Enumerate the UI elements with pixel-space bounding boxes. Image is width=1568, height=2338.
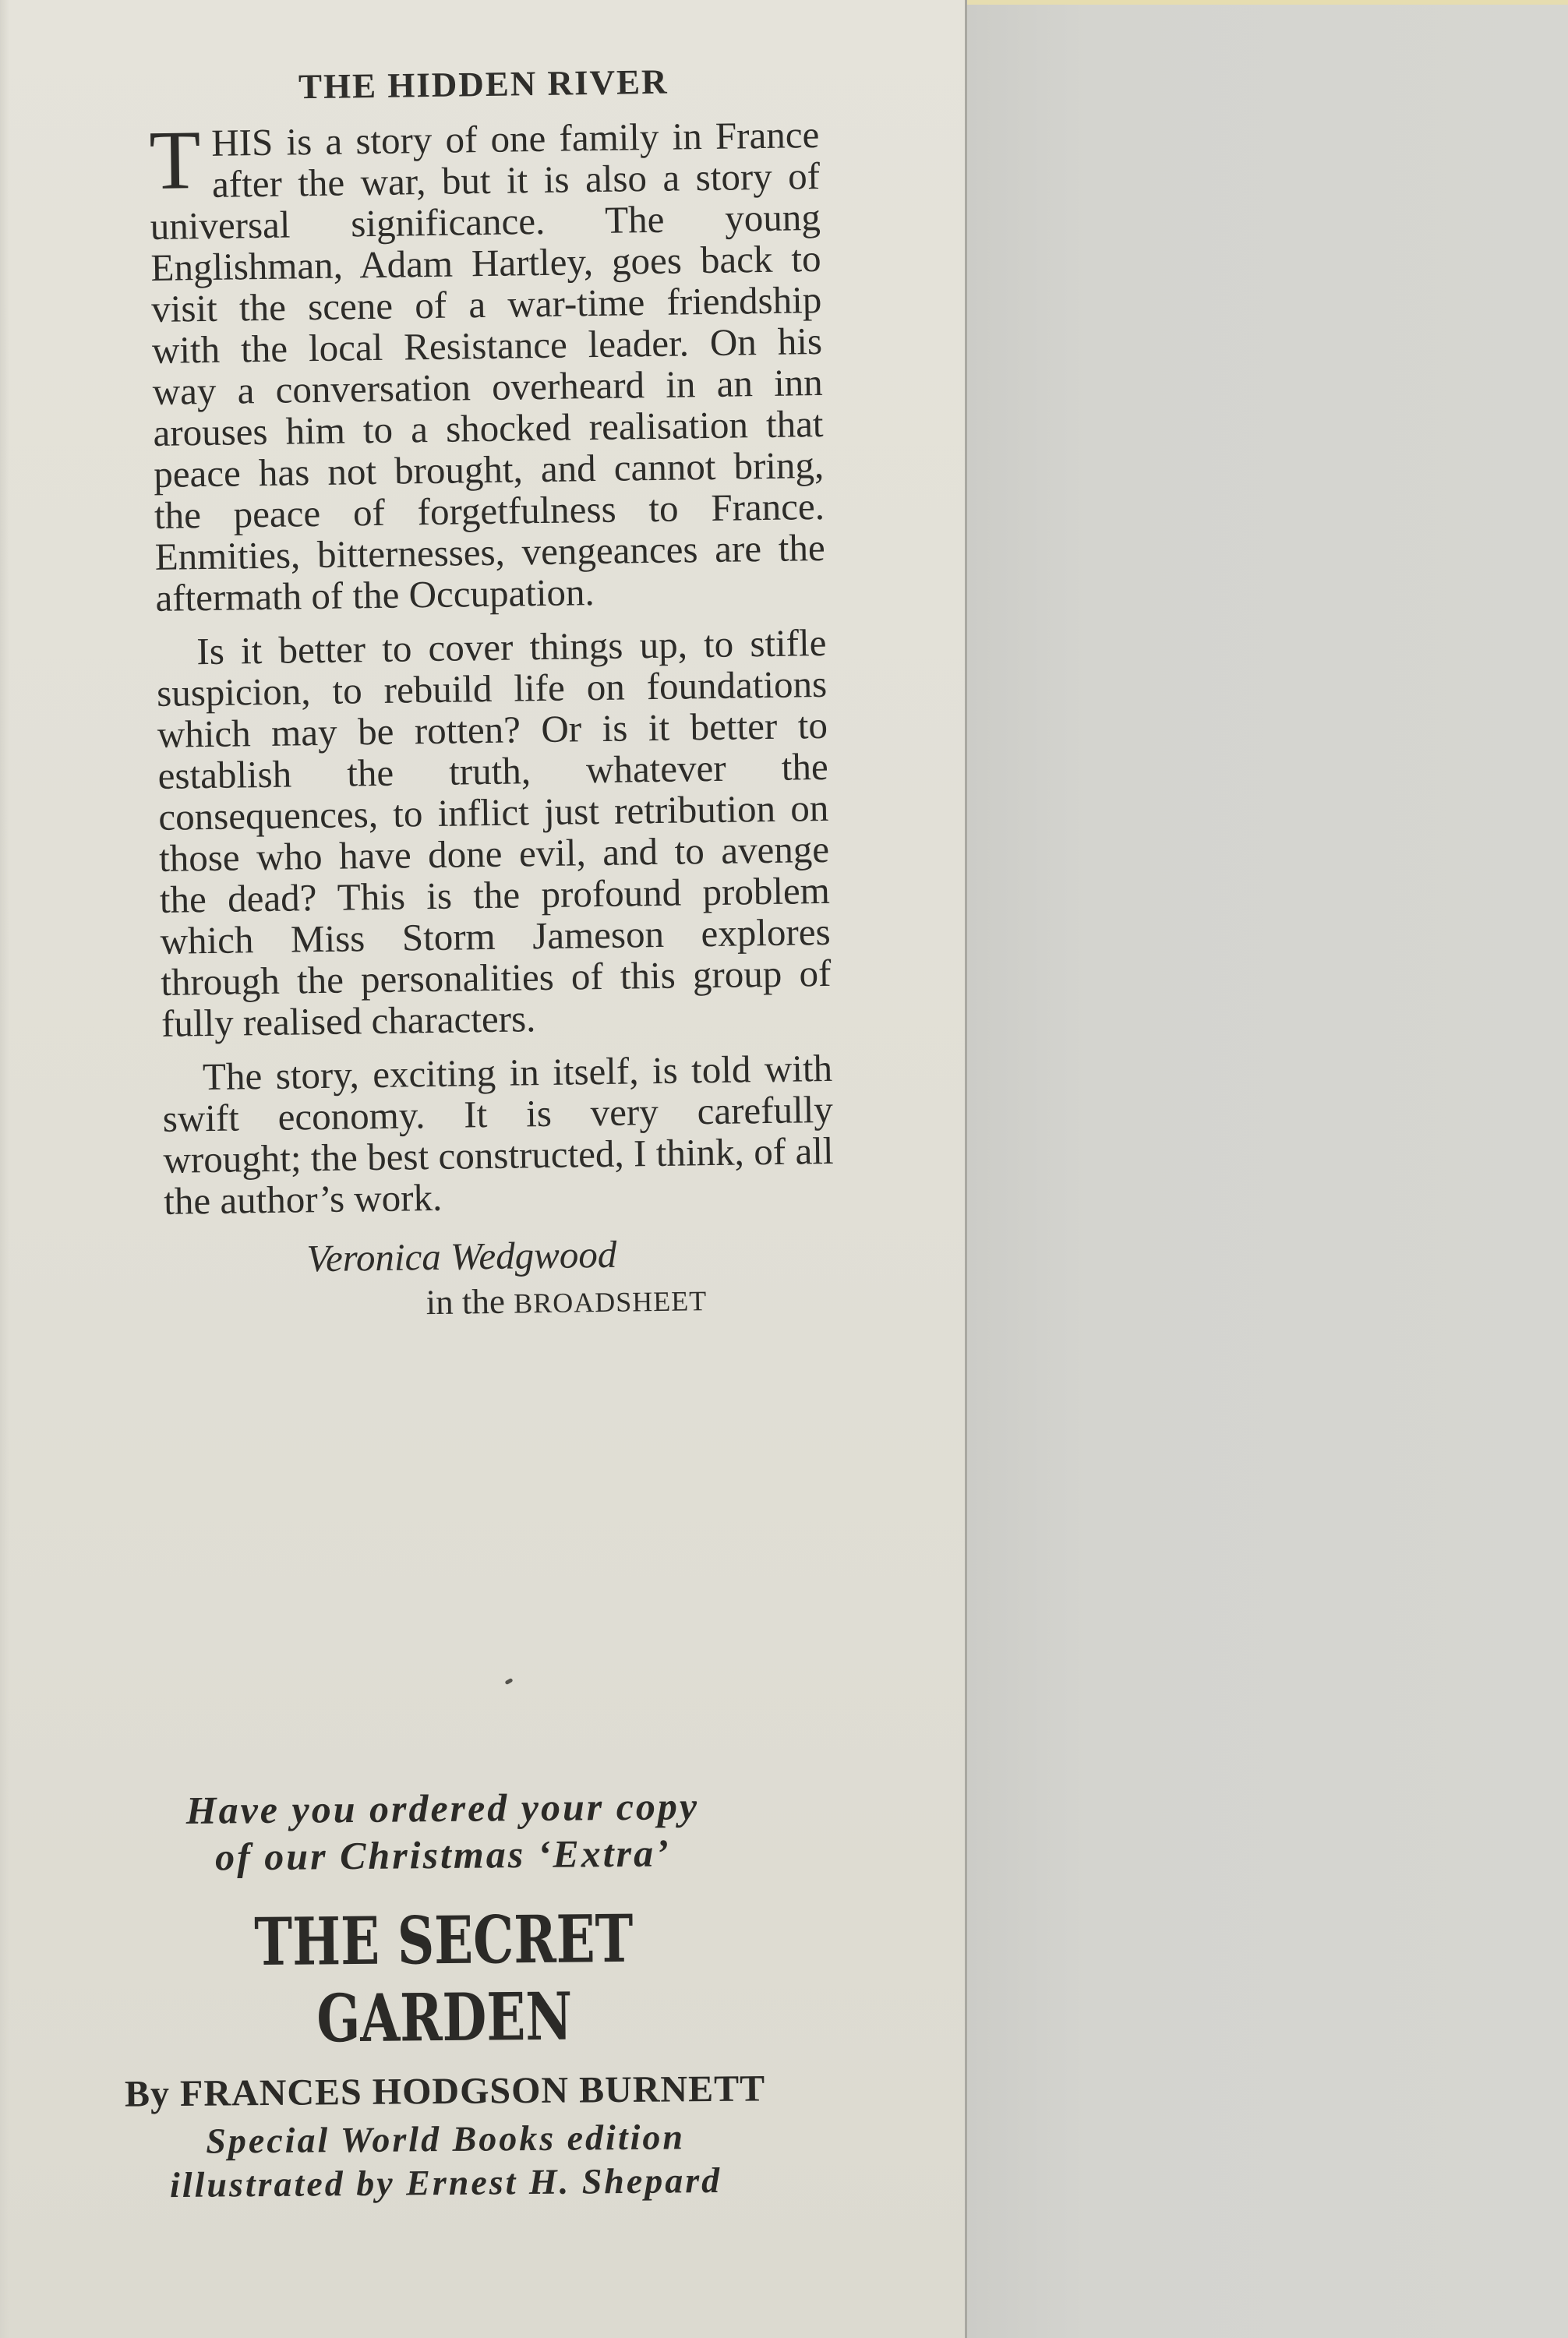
promo-book-title: THE SECRET GARDEN: [253, 1899, 634, 2057]
promo-block: [100, 1782, 789, 2208]
review-attribution: [164, 1230, 836, 1330]
review-source-prefix: in the: [426, 1281, 506, 1323]
promo-edition-line-2: illustrated by Ernest H. Shepard: [169, 2160, 722, 2206]
blurb-paragraph-1-text: HIS is a story of one family in France after the war, but it is also a story of universal significance. The young Englishman, Adam Hartley, goes back to visit the scene of a war-time friendship with the local Resistance leader. On his way a conversation overheard in an inn arouses him to a shocked realisation that peace has not brought, and cannot bring, the peace of forgetfulness to France. Enmities, bitternesses, vengeances are the aftermath of the Occupation.: [150, 112, 826, 620]
blurb-paragraph-3: The story, exciting in itself, is told with swift economy. It is very carefully wrought; the best constructed, I think, of all the author’s work.: [162, 1046, 834, 1223]
page-edge-shadow: [0, 0, 9, 2338]
review-source: [165, 1277, 743, 1330]
promo-question-line-2: of our Christmas ‘Extra’: [214, 1831, 671, 1879]
blurb-paragraph-1: [149, 114, 826, 619]
review-source-name: BROADSHEET: [513, 1285, 708, 1319]
promo-question-line-1: Have you ordered your copy: [185, 1784, 700, 1832]
right-page-top-edge: [967, 0, 1568, 5]
drop-cap: T: [148, 114, 202, 207]
right-page-blank: [967, 0, 1568, 2338]
blurb-paragraph-2: Is it better to cover things up, to stifle suspicion, to rebuild life on foundations which may be rotten? Or is it better to establish the truth, whatever the consequences, to inflict just retribution on those who have done evil, and to avenge the dead? This is the profound problem which Miss Storm Jameson explores through the personalities of this group of fully realised characters.: [156, 620, 832, 1045]
promo-edition-line-1: Special World Books edition: [206, 2117, 686, 2161]
promo-author: By FRANCES HODGSON BURNETT: [124, 2068, 766, 2115]
book-blurb: [148, 59, 836, 1330]
blurb-title: THE HIDDEN RIVER: [298, 62, 669, 107]
reviewer-name: Veronica Wedgwood: [306, 1232, 617, 1280]
